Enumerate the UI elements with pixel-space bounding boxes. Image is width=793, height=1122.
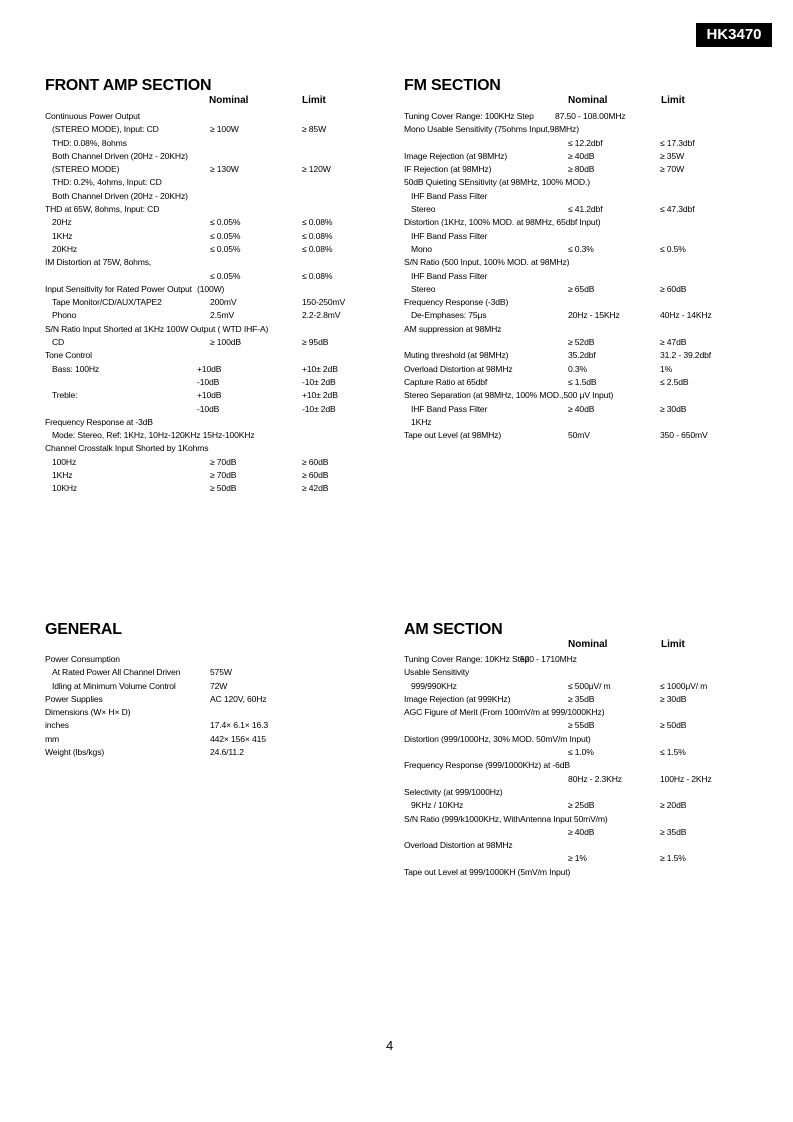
nominal-value: ≥ 50dB xyxy=(210,483,237,494)
nominal-value: ≥ 100W xyxy=(210,124,239,135)
spec-label: 1KHz xyxy=(52,230,73,241)
limit-value: 1% xyxy=(660,363,673,374)
limit-value: ≤ 0.08% xyxy=(302,243,333,254)
spec-label: 1KHz xyxy=(411,416,432,427)
spec-rows xyxy=(45,110,375,496)
spec-label: IF Rejection (at 98MHz) xyxy=(404,164,492,175)
spec-label: 20KHz xyxy=(52,243,78,254)
limit-value: +10± 2dB xyxy=(302,363,338,374)
spec-row xyxy=(45,283,375,296)
spec-row xyxy=(404,813,744,826)
spec-row xyxy=(45,680,375,693)
nominal-value: ≤ 0.05% xyxy=(210,270,241,281)
spec-row xyxy=(404,363,744,376)
nominal-value: ≤ 0.05% xyxy=(210,243,241,254)
spec-row xyxy=(45,163,375,176)
nominal-value: 35.2dbf xyxy=(568,350,596,361)
nominal-value: ≥ 40dB xyxy=(568,403,595,414)
limit-value: ≤ 0.08% xyxy=(302,270,333,281)
spec-label: IHF Band Pass Filter xyxy=(411,403,488,414)
spec-row xyxy=(45,746,375,759)
spec-label: Frequency Response (999/1000KHz) at -6dB xyxy=(404,760,570,771)
spec-label: (STEREO MODE), Input: CD xyxy=(52,124,159,135)
limit-value: ≥ 50dB xyxy=(660,720,687,731)
spec-label: Input Sensitivity for Rated Power Output xyxy=(45,283,192,294)
nominal-value: ≥ 40dB xyxy=(568,150,595,161)
spec-row xyxy=(45,137,375,150)
spec-label: 10KHz xyxy=(52,483,78,494)
spec-row xyxy=(45,376,375,389)
limit-value: ≥ 30dB xyxy=(660,403,687,414)
spec-label: inches xyxy=(45,720,69,731)
spec-row xyxy=(404,733,744,746)
fm-section xyxy=(404,77,744,457)
limit-value: ≤ 0.08% xyxy=(302,230,333,241)
spec-label: Tape out Level at 999/1000KH (5mV/m Input) xyxy=(404,866,571,877)
limit-value: ≤ 0.5% xyxy=(660,243,686,254)
spec-row xyxy=(45,123,375,136)
spec-row xyxy=(45,363,375,376)
spec-value: 72W xyxy=(210,680,228,691)
spec-label: Image Rejection (at 98MHz) xyxy=(404,150,508,161)
spec-label: Mode: Stereo, Ref: 1KHz, 10Hz-120KHz 15Hz-100KHz xyxy=(52,430,255,441)
limit-value: ≥ 60dB xyxy=(660,283,687,294)
nominal-value: +10dB xyxy=(197,390,222,401)
nominal-value: ≥ 35dB xyxy=(568,693,595,704)
limit-value: ≥ 70W xyxy=(660,164,685,175)
spec-row xyxy=(404,296,744,309)
spec-row xyxy=(404,323,744,336)
spec-row xyxy=(404,680,744,693)
limit-value: ≥ 30dB xyxy=(660,693,687,704)
spec-row xyxy=(45,336,375,349)
spec-label: Overload Distortion at 98MHz xyxy=(404,840,513,851)
nominal-value: ≤ 41.2dbf xyxy=(568,204,603,215)
spec-row xyxy=(404,163,744,176)
spec-label: Selectivity (at 999/1000Hz) xyxy=(404,786,503,797)
limit-value: -10± 2dB xyxy=(302,376,336,387)
spec-label: Mono xyxy=(411,243,432,254)
spec-row xyxy=(404,190,744,203)
nominal-value: ≤ 12.2dbf xyxy=(568,137,603,148)
section-title: FRONT AMP SECTION xyxy=(45,77,212,94)
column-header-limit: Limit xyxy=(661,95,685,106)
spec-row xyxy=(45,416,375,429)
spec-row xyxy=(45,653,375,666)
spec-row xyxy=(404,852,744,865)
limit-value: ≥ 120W xyxy=(302,164,331,175)
limit-value: ≤ 1000μV/ m xyxy=(660,680,708,691)
spec-label: Weight (lbs/kgs) xyxy=(45,747,105,758)
spec-row xyxy=(404,786,744,799)
spec-label: 20Hz xyxy=(52,217,72,228)
limit-value: ≥ 85W xyxy=(302,124,327,135)
limit-value: 150-250mV xyxy=(302,297,346,308)
spec-row xyxy=(404,706,744,719)
spec-label: Stereo xyxy=(411,283,436,294)
nominal-value: ≤ 0.05% xyxy=(210,230,241,241)
spec-label: Tape out Level (at 98MHz) xyxy=(404,430,502,441)
spec-label: 9KHz / 10KHz xyxy=(411,800,464,811)
spec-label: Treble: xyxy=(52,390,78,401)
limit-value: ≥ 35W xyxy=(660,150,685,161)
nominal-value: ≤ 1.5dB xyxy=(568,376,597,387)
spec-rows xyxy=(404,653,744,879)
nominal-value: ≥ 70dB xyxy=(210,456,237,467)
spec-label: Tuning Cover Range: 100KHz Step xyxy=(404,111,534,121)
spec-label: Both Channel Driven (20Hz - 20KHz) xyxy=(52,150,188,161)
spec-row xyxy=(45,389,375,402)
spec-value: 17.4× 6.1× 16.3 xyxy=(210,720,268,731)
spec-row xyxy=(404,137,744,150)
spec-row xyxy=(45,230,375,243)
spec-row xyxy=(45,203,375,216)
limit-value: 40Hz - 14KHz xyxy=(660,310,712,321)
nominal-value: 87.50 - 108.00MHz xyxy=(555,111,626,121)
column-header-limit: Limit xyxy=(661,639,685,650)
limit-value: ≤ 17.3dbf xyxy=(660,137,695,148)
spec-row xyxy=(404,309,744,322)
spec-row xyxy=(404,666,744,679)
spec-label: Image Rejection (at 999KHz) xyxy=(404,693,511,704)
spec-label: Frequency Response (-3dB) xyxy=(404,297,509,308)
limit-value: 31.2 - 39.2dbf xyxy=(660,350,711,361)
spec-row xyxy=(45,403,375,416)
spec-label: Idling at Minimum Volume Control xyxy=(52,680,176,691)
spec-label: Frequency Response at -3dB xyxy=(45,416,153,427)
spec-row xyxy=(45,456,375,469)
spec-row xyxy=(45,349,375,362)
spec-label: THD at 65W, 8ohms, Input: CD xyxy=(45,204,160,215)
spec-label: Stereo xyxy=(411,204,436,215)
spec-label: 100Hz xyxy=(52,456,77,467)
spec-row xyxy=(45,719,375,732)
spec-row xyxy=(45,110,375,123)
spec-label: Capture Ratio at 65dbf xyxy=(404,376,488,387)
spec-row xyxy=(404,243,744,256)
spec-row xyxy=(404,746,744,759)
section-title: AM SECTION xyxy=(404,621,503,638)
nominal-value: ≥ 80dB xyxy=(568,164,595,175)
nominal-value: 20Hz - 15KHz xyxy=(568,310,620,321)
column-header-nominal: Nominal xyxy=(568,95,608,106)
limit-value: ≥ 60dB xyxy=(302,470,329,481)
spec-label: 1KHz xyxy=(52,470,73,481)
spec-row xyxy=(404,283,744,296)
spec-row xyxy=(404,693,744,706)
spec-label: Tone Control xyxy=(45,350,92,361)
limit-value: ≥ 35dB xyxy=(660,826,687,837)
section-title: FM SECTION xyxy=(404,77,501,94)
nominal-value: ≥ 130W xyxy=(210,164,239,175)
spec-row xyxy=(45,429,375,442)
spec-row xyxy=(404,349,744,362)
spec-label: mm xyxy=(45,733,60,744)
spec-value: 442× 156× 415 xyxy=(210,733,266,744)
nominal-value: 520 - 1710MHz xyxy=(520,654,577,664)
spec-row xyxy=(404,216,744,229)
spec-row xyxy=(404,866,744,879)
spec-row xyxy=(404,176,744,189)
limit-value: 350 - 650mV xyxy=(660,430,708,441)
spec-label: Usable Sensitivity xyxy=(404,667,470,678)
nominal-value: ≤ 0.3% xyxy=(568,243,594,254)
spec-rows xyxy=(404,110,744,442)
spec-label: AM suppression at 98MHz xyxy=(404,323,502,334)
limit-value: 100Hz - 2KHz xyxy=(660,773,712,784)
spec-row xyxy=(404,416,744,429)
spec-label: Power Consumption xyxy=(45,654,120,664)
nominal-value: ≥ 52dB xyxy=(568,337,595,348)
spec-label: Overload Distortion at 98MHz xyxy=(404,363,513,374)
spec-row xyxy=(404,429,744,442)
spec-label: THD: 0.08%, 8ohms xyxy=(52,137,127,148)
limit-value: ≥ 42dB xyxy=(302,483,329,494)
spec-label: Bass: 100Hz xyxy=(52,363,100,374)
limit-value: ≤ 0.08% xyxy=(302,217,333,228)
page-number: 4 xyxy=(386,1038,394,1053)
spec-row xyxy=(45,482,375,495)
general-section xyxy=(45,621,375,781)
nominal-value: ≥ 100dB xyxy=(210,337,241,348)
spec-row xyxy=(45,150,375,163)
spec-label: Muting threshold (at 98MHz) xyxy=(404,350,509,361)
spec-row xyxy=(404,150,744,163)
nominal-value: ≥ 25dB xyxy=(568,800,595,811)
nominal-value: ≤ 500μV/ m xyxy=(568,680,611,691)
spec-row xyxy=(45,666,375,679)
limit-value: ≤ 47.3dbf xyxy=(660,204,695,215)
spec-label: S/N Ratio (999/k1000KHz, WithAntenna Input 50mV/m) xyxy=(404,813,608,824)
spec-row xyxy=(45,190,375,203)
spec-value: 575W xyxy=(210,667,232,678)
spec-row xyxy=(45,706,375,719)
nominal-value: ≥ 55dB xyxy=(568,720,595,731)
spec-label: 999/990KHz xyxy=(411,680,457,691)
limit-value: ≥ 47dB xyxy=(660,337,687,348)
spec-value: 24.6/11.2 xyxy=(210,747,244,758)
spec-row xyxy=(404,799,744,812)
column-header-nominal: Nominal xyxy=(568,639,608,650)
spec-label: Continuous Power Output xyxy=(45,111,140,121)
spec-row xyxy=(45,256,375,269)
spec-row xyxy=(45,176,375,189)
spec-label: Tuning Cover Range: 10KHz Step xyxy=(404,654,530,664)
spec-row xyxy=(45,323,375,336)
spec-label: THD: 0.2%, 4ohms, Input: CD xyxy=(52,177,162,188)
spec-rows xyxy=(45,653,375,759)
spec-row xyxy=(45,469,375,482)
limit-value: ≥ 20dB xyxy=(660,800,687,811)
nominal-value: ≥ 65dB xyxy=(568,283,595,294)
limit-value: ≥ 60dB xyxy=(302,456,329,467)
section-title: GENERAL xyxy=(45,621,122,638)
nominal-value: ≥ 40dB xyxy=(568,826,595,837)
limit-value: ≤ 1.5% xyxy=(660,747,686,758)
spec-row xyxy=(404,230,744,243)
spec-label: Mono Usable Sensitivity (75ohms Input,98MHz) xyxy=(404,124,579,135)
nominal-value: 0.3% xyxy=(568,363,587,374)
spec-label: Channel Crosstalk Input Shorted by 1Kohms xyxy=(45,443,209,454)
nominal-value: ≥ 1% xyxy=(568,853,587,864)
spec-label: IHF Band Pass Filter xyxy=(411,270,488,281)
nominal-value: -10dB xyxy=(197,376,220,387)
limit-value: +10± 2dB xyxy=(302,390,338,401)
spec-row xyxy=(404,826,744,839)
spec-row xyxy=(45,243,375,256)
spec-row xyxy=(404,123,744,136)
spec-row xyxy=(404,336,744,349)
spec-row xyxy=(404,389,744,402)
nominal-value: +10dB xyxy=(197,363,222,374)
spec-label: At Rated Power All Channel Driven xyxy=(52,667,181,678)
spec-label: Tape Monitor/CD/AUX/TAPE2 xyxy=(52,297,162,308)
spec-row xyxy=(45,216,375,229)
column-header-limit: Limit xyxy=(302,95,326,106)
am-section xyxy=(404,621,744,891)
nominal-value: ≤ 0.05% xyxy=(210,217,241,228)
spec-label: Stereo Separation (at 98MHz, 100% MOD.,500 μV Input) xyxy=(404,390,614,401)
spec-label: Phono xyxy=(52,310,77,321)
spec-label: Power Supplies xyxy=(45,693,103,704)
spec-label: Dimensions (W× H× D) xyxy=(45,707,131,718)
spec-label: IHF Band Pass Filter xyxy=(411,230,488,241)
spec-row xyxy=(404,759,744,772)
spec-row xyxy=(404,839,744,852)
spec-row xyxy=(45,270,375,283)
spec-label: Distortion (1KHz, 100% MOD. at 98MHz, 65dbf Input) xyxy=(404,217,601,228)
nominal-value: ≤ 1.0% xyxy=(568,747,594,758)
front-amp-section xyxy=(45,77,375,497)
spec-row xyxy=(404,270,744,283)
nominal-value: 200mV xyxy=(210,297,237,308)
spec-value: AC 120V, 60Hz xyxy=(210,693,267,704)
spec-label: CD xyxy=(52,337,65,348)
spec-row xyxy=(45,442,375,455)
spec-row xyxy=(45,296,375,309)
limit-value: ≤ 2.5dB xyxy=(660,376,689,387)
spec-row xyxy=(404,376,744,389)
limit-value: 2.2-2.8mV xyxy=(302,310,341,321)
spec-label: S/N Ratio (500 Input, 100% MOD. at 98MHz) xyxy=(404,257,570,268)
spec-label: IHF Band Pass Filter xyxy=(411,190,488,201)
spec-label: Distortion (999/1000Hz, 30% MOD. 50mV/m Input) xyxy=(404,733,591,744)
spec-row xyxy=(404,773,744,786)
nominal-value: -10dB xyxy=(197,403,220,414)
spec-label: (STEREO MODE) xyxy=(52,164,120,175)
model-badge: HK3470 xyxy=(696,23,772,47)
nominal-value: 50mV xyxy=(568,430,590,441)
spec-row xyxy=(45,309,375,322)
limit-value: -10± 2dB xyxy=(302,403,336,414)
spec-row xyxy=(404,110,744,123)
column-header-nominal: Nominal xyxy=(209,95,249,106)
spec-label: IM Distortion at 75W, 8ohms, xyxy=(45,257,152,268)
nominal-value: 80Hz - 2.3KHz xyxy=(568,773,622,784)
spec-label: 50dB Quieting SEnsitivity (at 98MHz, 100% MOD.) xyxy=(404,177,590,188)
spec-row xyxy=(404,256,744,269)
nominal-value: 2.5mV xyxy=(210,310,235,321)
nominal-value: ≥ 70dB xyxy=(210,470,237,481)
spec-label: Both Channel Driven (20Hz - 20KHz) xyxy=(52,190,188,201)
nominal-value: (100W) xyxy=(197,283,225,294)
spec-row xyxy=(45,693,375,706)
limit-value: ≥ 1.5% xyxy=(660,853,686,864)
spec-row xyxy=(404,719,744,732)
spec-label: S/N Ratio Input Shorted at 1KHz 100W Output ( WTD IHF-A) xyxy=(45,323,269,334)
spec-label: De-Emphases: 75μs xyxy=(411,310,487,321)
spec-row xyxy=(404,203,744,216)
spec-row xyxy=(404,653,744,666)
spec-row xyxy=(45,733,375,746)
limit-value: ≥ 95dB xyxy=(302,337,329,348)
spec-label: AGC Figure of Merit (From 100mV/m at 999/1000KHz) xyxy=(404,707,605,718)
spec-row xyxy=(404,403,744,416)
